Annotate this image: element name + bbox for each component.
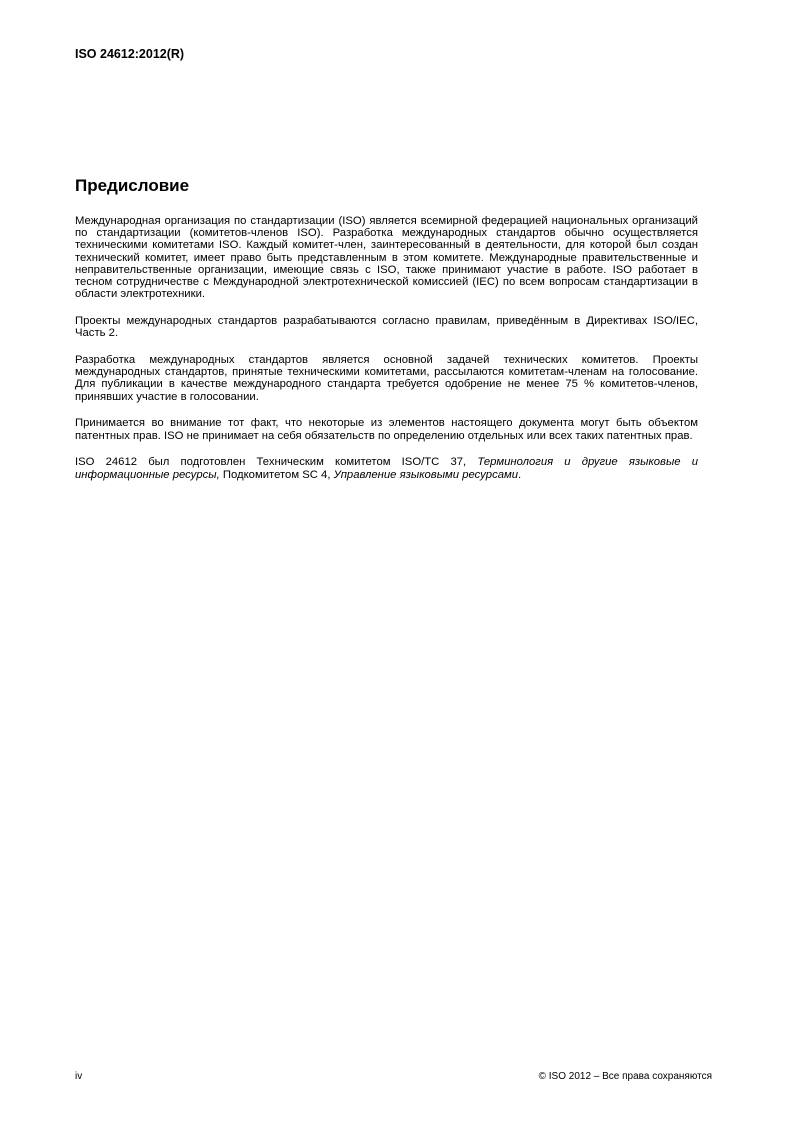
prepared-by-text-2: Подкомитетом SC 4, — [219, 468, 334, 481]
paragraph-iso-overview: Международная организация по стандартизации (ISO) является всемирной федерацией национальных организаций по стандартизации (комитетов-членов ISO). Разработка международных стандартов обычно осуществляется техническими комитетами ISO. Каждый комитет-член, заинтересованный в деятельности, для которой был создан технический комитет, имеет право быть представленным в этом комитете. Международные правительственные и неправительственные организации, имеющие связь с ISO, также принимают участие в работе. ISO работает в тесном сотрудничестве с Международной электротехнической комиссией (IEC) по всем вопросам стандартизации в области электротехники. — [75, 215, 698, 301]
paragraph-voting: Разработка международных стандартов является основной задачей технических комитетов. Проекты международных стандартов, принятые техническими комитетами, рассылаются комитетам-членам на голосование. Для публикации в качестве международного стандарта требуется одобрение не менее 75 % комитетов-членов, принявших участие в голосовании. — [75, 354, 698, 403]
committee-name: Терминология и другие языковые и информационные ресурсы, — [75, 456, 698, 481]
paragraph-patents: Принимается во внимание тот факт, что некоторые из элементов настоящего документа могут быть объектом патентных прав. ISO не принимает на себя обязательств по определению отдельных или всех таких патентных прав. — [75, 417, 698, 442]
foreword-body — [75, 215, 698, 495]
paragraph-prepared-by — [75, 456, 698, 480]
document-code: ISO 24612:2012(R) — [75, 47, 185, 61]
prepared-by-text-1: ISO 24612 был подготовлен Техническим комитетом ISO/TC 37, — [75, 456, 478, 469]
page-number: iv — [75, 1071, 83, 1082]
subcommittee-name: Управление языковыми ресурсами — [333, 468, 519, 481]
copyright-notice: © ISO 2012 – Все права сохраняются — [538, 1071, 712, 1082]
page-title: Предисловие — [75, 176, 190, 195]
prepared-by-text-3: . — [518, 468, 522, 481]
paragraph-directives: Проекты международных стандартов разрабатываются согласно правилам, приведённым в Директивах ISO/IEC, Часть 2. — [75, 315, 698, 340]
